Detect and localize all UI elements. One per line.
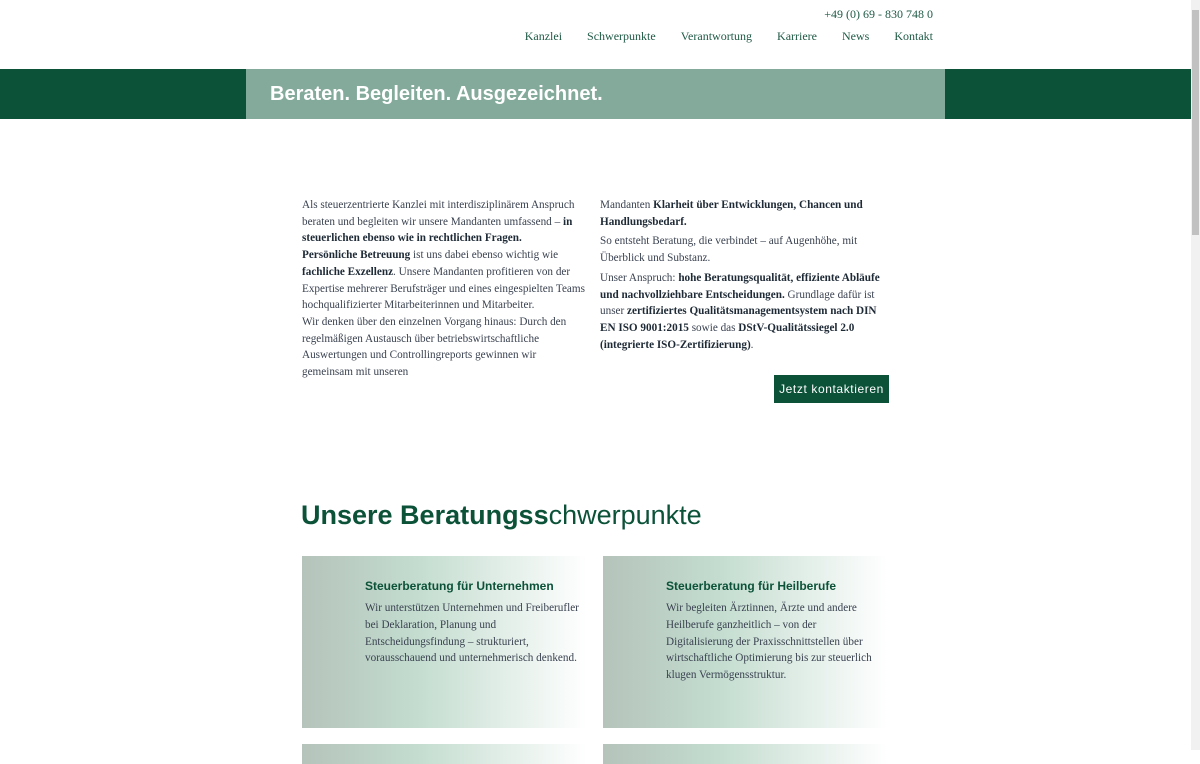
nav-schwerpunkte[interactable]: Schwerpunkte xyxy=(587,29,656,43)
scrollbar[interactable] xyxy=(1191,0,1200,750)
main-nav xyxy=(500,29,933,44)
card-title: Steuerberatung für Heilberufe xyxy=(666,579,837,593)
text: ist uns dabei ebenso wichtig wie xyxy=(410,249,559,262)
text: . Unsere Mandanten profitieren von der Expertise mehrerer Berufsträger und eines eingespielten Teams hochqualifizierter Mitarbeiterinnen und Mitarbeiter. xyxy=(302,265,585,312)
card-title: Steuerberatung für Unternehmen xyxy=(365,579,554,593)
bold-text: Klarheit über Entwicklungen, Chancen und Handlungsbedarf. xyxy=(600,199,863,228)
text: Grundlage dafür ist unser xyxy=(600,288,875,318)
scrollbar-thumb[interactable] xyxy=(1192,10,1199,235)
nav-kanzlei[interactable]: Kanzlei xyxy=(524,29,563,43)
nav-kontakt[interactable]: Kontakt xyxy=(894,29,933,43)
focus-card-unternehmen[interactable] xyxy=(302,556,587,728)
card-text: Wir unterstützen Unternehmen und Freiberufler bei Deklaration, Planung und Entscheidungsfindung – strukturiert, vorausschauend und unternehmerisch denkend. xyxy=(365,602,579,665)
focus-heading-rest: chwerpunkte xyxy=(548,500,702,530)
bold-text: Persönliche Betreuung xyxy=(302,249,411,262)
focus-heading-bold: Unsere Beratungss xyxy=(301,500,549,530)
card-text: Wir begleiten Ärztinnen, Ärzte und andere Heilberufe ganzheitlich – von der Digitalisierung der Praxisschnittstellen über wirtschaftliche Optimierung bis zur steuerlich klugen Vermögensstruktur. xyxy=(666,602,872,682)
text: Mandanten xyxy=(600,199,654,211)
bold-text: hohe Beratungsqualität, effiziente Abläufe und nachvollziehbare Entscheidungen. xyxy=(600,271,880,301)
hero-band xyxy=(0,69,1191,119)
text: Als steuerzentrierte Kanzlei mit interdisziplinärem Anspruch beraten und begleiten wir unsere Mandanten umfassend – xyxy=(302,199,575,228)
focus-heading xyxy=(301,500,702,531)
bold-text: in steuerlichen ebenso wie in rechtlichen Fragen. xyxy=(302,215,573,245)
bold-text: fachliche Exzellenz xyxy=(302,265,394,278)
focus-card-partial[interactable] xyxy=(603,744,888,764)
paragraph xyxy=(600,270,892,354)
bold-text: zertifiziertes Qualitätsmanagementsystem nach DIN EN ISO 9001:2015 xyxy=(600,305,877,334)
intro-column-right xyxy=(600,197,892,356)
phone-number[interactable]: +49 (0) 69 - 830 748 0 xyxy=(824,7,933,21)
nav-news[interactable]: News xyxy=(842,29,870,43)
text: . xyxy=(750,338,754,351)
text: So entsteht Beratung, die verbindet – auf Augenhöhe, mit Überblick und Substanz. xyxy=(600,235,858,265)
paragraph xyxy=(600,197,892,230)
text: Unser Anspruch: xyxy=(600,271,679,284)
nav-verantwortung[interactable]: Verantwortung xyxy=(680,29,753,43)
focus-card-partial[interactable] xyxy=(302,744,587,764)
focus-card-heilberufe[interactable] xyxy=(603,556,888,728)
hero-panel xyxy=(246,69,945,119)
nav-karriere[interactable]: Karriere xyxy=(777,29,817,43)
hero-title: Beraten. Begleiten. Ausgezeichnet. xyxy=(270,83,603,105)
text: Wir denken über den einzelnen Vorgang hinaus: Durch den regelmäßigen Austausch über betriebswirtschaftliche Auswertungen und Controllingreports gewinnen wir gemeinsam mit unseren xyxy=(302,315,567,379)
intro-column-left xyxy=(302,197,587,381)
contact-button[interactable]: Jetzt kontaktieren xyxy=(774,375,889,403)
bold-text: DStV-Qualitätssiegel 2.0 (integrierte ISO-Zertifizierung) xyxy=(600,321,855,351)
paragraph xyxy=(600,233,892,266)
text: sowie das xyxy=(688,321,739,334)
